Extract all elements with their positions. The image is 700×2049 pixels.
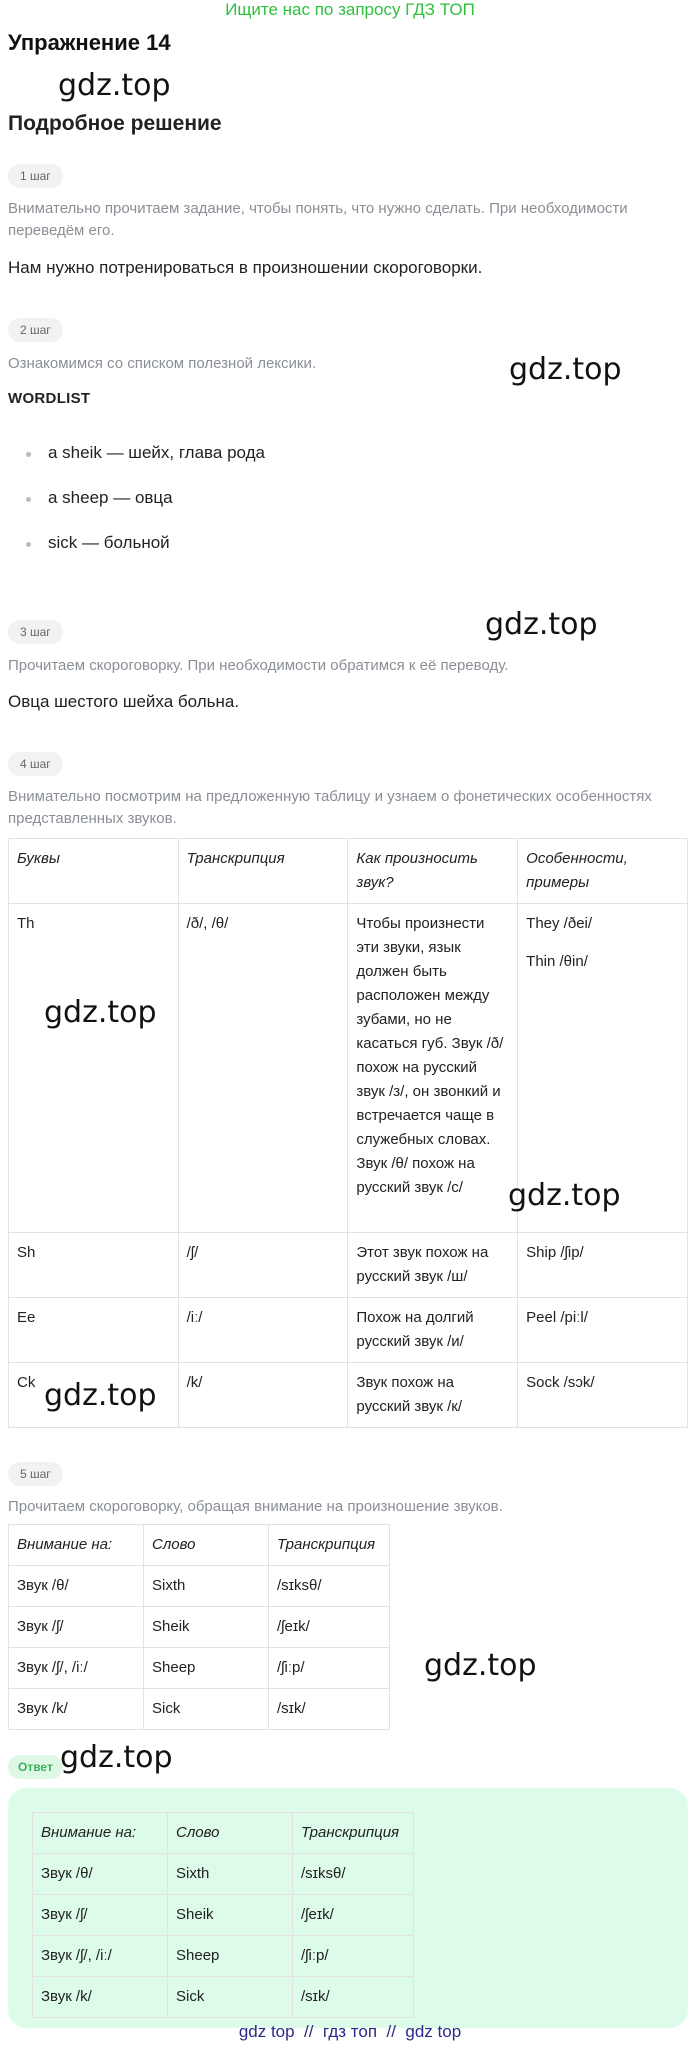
table-cell: Sock /sɔk/: [518, 1363, 688, 1428]
table-cell: /ʃiːp/: [269, 1648, 390, 1689]
table-cell: Sheep: [144, 1648, 269, 1689]
table-cell: Звук /ʃ/: [33, 1895, 168, 1936]
table-header: Как произносить звук?: [348, 839, 518, 904]
watermark: gdz.top: [485, 607, 598, 642]
step-3-desc: Прочитаем скороговорку. При необходимости обратимся к её переводу.: [8, 657, 509, 674]
table-header-row: [9, 839, 688, 904]
table-cell: Звук /θ/: [9, 1566, 144, 1607]
table-cell: /sɪk/: [293, 1977, 414, 2018]
table-cell: Звук /k/: [33, 1977, 168, 2018]
footer-links[interactable]: gdz top // гдз топ // gdz top: [238, 2022, 462, 2041]
table-row: [9, 1689, 390, 1730]
table-cell: Sick: [168, 1977, 293, 2018]
table-cell: Этот звук похож на русский звук /ш/: [348, 1233, 518, 1298]
table-cell: /ʃ/: [178, 1233, 348, 1298]
watermark: gdz.top: [44, 1378, 157, 1413]
table-cell: Ee: [9, 1298, 179, 1363]
table-cell: /sɪksθ/: [293, 1854, 414, 1895]
answer-table: [32, 1812, 414, 2018]
step-4-badge: 4 шаг: [8, 752, 63, 776]
table-cell: Sixth: [144, 1566, 269, 1607]
table-cell: Sick: [144, 1689, 269, 1730]
top-banner: Ищите нас по запросу ГДЗ ТОП: [225, 0, 475, 19]
step-5-desc: Прочитаем скороговорку, обращая внимание на произношение звуков.: [8, 1498, 503, 1515]
table-cell: Th: [9, 904, 179, 1233]
table-row: [9, 1648, 390, 1689]
wordlist: [8, 443, 265, 578]
watermark: gdz.top: [508, 1178, 621, 1213]
attention-table: [8, 1524, 390, 1730]
step-5-badge: 5 шаг: [8, 1462, 63, 1486]
wordlist-title: WORDLIST: [8, 390, 91, 407]
table-cell: /sɪk/: [269, 1689, 390, 1730]
watermark: gdz.top: [58, 68, 171, 103]
watermark: gdz.top: [60, 1740, 173, 1775]
table-header: Транскрипция: [269, 1525, 390, 1566]
step-1-badge: 1 шаг: [8, 164, 63, 188]
step-1-text: Нам нужно потренироваться в произношении скороговорки.: [8, 258, 483, 277]
list-item: sick — больной: [8, 533, 265, 578]
example: They /ðei/: [526, 915, 593, 932]
table-cell: Похож на долгий русский звук /и/: [348, 1298, 518, 1363]
step-4-desc: Внимательно посмотрим на предложенную таблицу и узнаем о фонетических особенностях представленных звуков.: [8, 788, 652, 827]
table-row: [9, 1298, 688, 1363]
table-cell: Sh: [9, 1233, 179, 1298]
table-cell: /ʃiːp/: [293, 1936, 414, 1977]
table-cell: /iː/: [178, 1298, 348, 1363]
table-cell: Peel /piːl/: [518, 1298, 688, 1363]
table-cell: Звук /ʃ/: [9, 1607, 144, 1648]
table-header-row: [33, 1813, 414, 1854]
table-cell: Звук /θ/: [33, 1854, 168, 1895]
solution-title: Подробное решение: [8, 112, 222, 135]
table-cell: Ship /ʃip/: [518, 1233, 688, 1298]
table-cell: /ʃeɪk/: [269, 1607, 390, 1648]
exercise-title: Упражнение 14: [8, 30, 171, 55]
table-cell: Ck: [9, 1363, 179, 1428]
table-row: [33, 1977, 414, 2018]
table-cell: /ð/, /θ/: [178, 904, 348, 1233]
step-3-text: Овца шестого шейха больна.: [8, 692, 240, 711]
table-cell: Звук /k/: [9, 1689, 144, 1730]
watermark: gdz.top: [424, 1648, 537, 1683]
table-cell: Sixth: [168, 1854, 293, 1895]
table-row: [33, 1895, 414, 1936]
step-2-desc: Ознакомимся со списком полезной лексики.: [8, 355, 317, 372]
table-header: Слово: [168, 1813, 293, 1854]
table-header-row: [9, 1525, 390, 1566]
table-header: Транскрипция: [293, 1813, 414, 1854]
watermark: gdz.top: [44, 995, 157, 1030]
table-row: [9, 1566, 390, 1607]
table-cell: Звук /ʃ/, /iː/: [33, 1936, 168, 1977]
step-3-badge: 3 шаг: [8, 620, 63, 644]
table-header: Слово: [144, 1525, 269, 1566]
example: Thin /θin/: [526, 953, 588, 970]
table-cell: /sɪksθ/: [269, 1566, 390, 1607]
table-header: Особенности, примеры: [518, 839, 688, 904]
table-cell: Звук /ʃ/, /iː/: [9, 1648, 144, 1689]
table-row: [9, 1233, 688, 1298]
answer-badge: Ответ: [8, 1755, 63, 1779]
step-1-desc: Внимательно прочитаем задание, чтобы понять, что нужно сделать. При необходимости переведём его.: [8, 200, 628, 239]
table-header: Буквы: [9, 839, 179, 904]
table-cell: /ʃeɪk/: [293, 1895, 414, 1936]
table-row: [33, 1854, 414, 1895]
table-cell: Звук похож на русский звук /к/: [348, 1363, 518, 1428]
table-cell: Чтобы произнести эти звуки, язык должен быть расположен между зубами, но не касаться губ. Звук /ð/ похож на русский звук /з/, он звонкий и встречается чаще в служебных словах. Звук /θ/ похож на русский звук /с/: [348, 904, 518, 1233]
step-2-badge: 2 шаг: [8, 318, 63, 342]
table-cell: Sheik: [168, 1895, 293, 1936]
table-cell: /k/: [178, 1363, 348, 1428]
list-item: a sheep — овца: [8, 488, 265, 533]
phonetics-table: [8, 838, 688, 1428]
list-item: a sheik — шейх, глава рода: [8, 443, 265, 488]
table-header: Транскрипция: [178, 839, 348, 904]
table-row: [9, 1607, 390, 1648]
table-header: Внимание на:: [33, 1813, 168, 1854]
table-cell: Sheik: [144, 1607, 269, 1648]
table-header: Внимание на:: [9, 1525, 144, 1566]
watermark: gdz.top: [509, 352, 622, 387]
table-row: [33, 1936, 414, 1977]
table-cell: Sheep: [168, 1936, 293, 1977]
